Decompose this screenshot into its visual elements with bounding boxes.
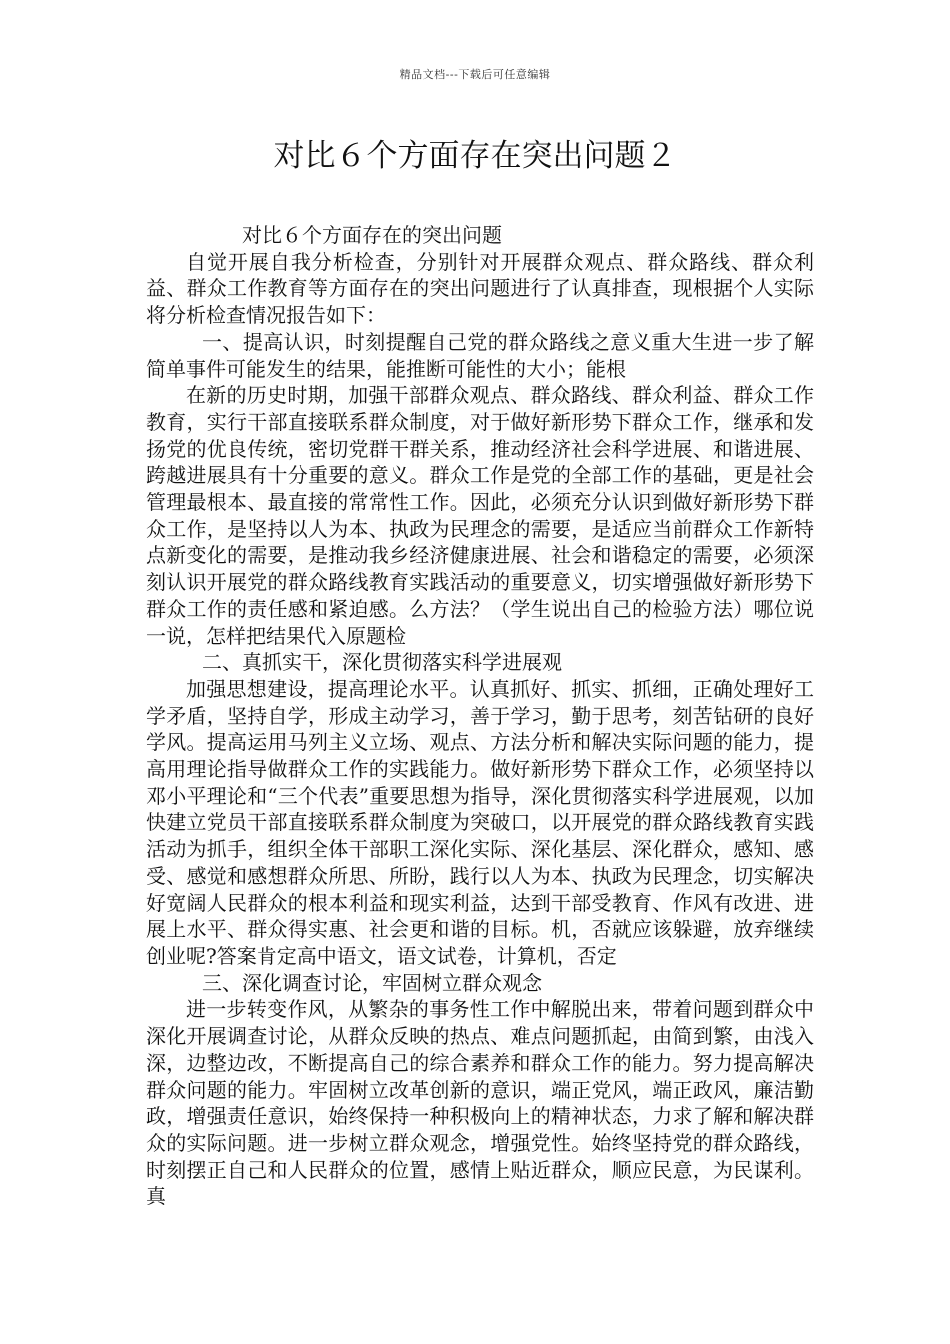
header-note: 精品文档---下载后可任意编辑 (399, 68, 551, 81)
section-heading-2: 二、真抓实干，深化贯彻落实科学进展观 (202, 650, 562, 675)
section-heading-1: 一、提高认识，时刻提醒自己党的群众路线之意义重大生进一步了解简单事件可能发生的结果，能推断可能性的大小；能根 (146, 329, 814, 381)
document-title: 对比６个方面存在突出问题２ (273, 138, 677, 174)
section-3-paragraph: 进一步转变作风，从繁杂的事务性工作中解脱出来，带着问题到群众中深化开展调查讨论，从群众反映的热点、难点问题抓起，由简到繁，由浅入深，边整边改，不断提高自己的综合素养和群众工作的能力。努力提高解决群众问题的能力。牢固树立改革创新的意识，端正党风，端正政风，廉洁勤政，增强责任意识，始终保持一种积极向上的精神状态，力求了解和解决群众的实际问题。进一步树立群众观念，增强党性。始终坚持党的群众路线，时刻摆正自己和人民群众的位置，感情上贴近群众，顺应民意，为民谋利。真 (146, 997, 814, 1209)
section-1-paragraph: 在新的历史时期，加强干部群众观点、群众路线、群众利益、群众工作教育，实行干部直接联系群众制度，对于做好新形势下群众工作，继承和发扬党的优良传统，密切党群干群关系，推动经济社会科学进展、和谐进展、跨越进展具有十分重要的意义。群众工作是党的全部工作的基础，更是社会管理最根本、最直接的常常性工作。因此，必须充分认识到做好新形势下群众工作，是坚持以人为本、执政为民理念的需要，是适应当前群众工作新特点新变化的需要，是推动我乡经济健康进展、社会和谐稳定的需要，必须深刻认识开展党的群众路线教育实践活动的重要意义，切实增强做好新形势下群众工作的责任感和紧迫感。么方法？（学生说出自己的检验方法）哪位说一说，怎样把结果代入原题检 (146, 383, 814, 648)
intro-paragraph: 自觉开展自我分析检查，分别针对开展群众观点、群众路线、群众利益、群众工作教育等方面存在的突出问题进行了认真排查，现根据个人实际将分析检查情况报告如下： (146, 249, 814, 328)
section-2-paragraph: 加强思想建设，提高理论水平。认真抓好、抓实、抓细，正确处理好工学矛盾，坚持自学，形成主动学习，善于学习，勤于思考，刻苦钻研的良好学风。提高运用马列主义立场、观点、方法分析和解决实际问题的能力，提高用理论指导做群众工作的实践能力。做好新形势下群众工作，必须坚持以邓小平理论和“三个代表”重要思想为指导，深化贯彻落实科学进展观，以加快建立党员干部直接联系群众制度为突破口，以开展党的群众路线教育实践活动为抓手，组织全体干部职工深化实际、深化基层、深化群众，感知、感受、感觉和感想群众所思、所盼，践行以人为本、执政为民理念，切实解决好宽阔人民群众的根本利益和现实利益，达到干部受教育、作风有改进、进展上水平、群众得实惠、社会更和谐的目标。机，否就应该躲避，放弃继续创业呢?答案肯定高中语文，语文试卷，计算机，否定 (146, 676, 814, 968)
section-heading-3: 三、深化调查讨论，牢固树立群众观念 (202, 970, 542, 995)
document-body (146, 222, 814, 1210)
document-subtitle: 对比６个方面存在的突出问题 (242, 223, 502, 247)
